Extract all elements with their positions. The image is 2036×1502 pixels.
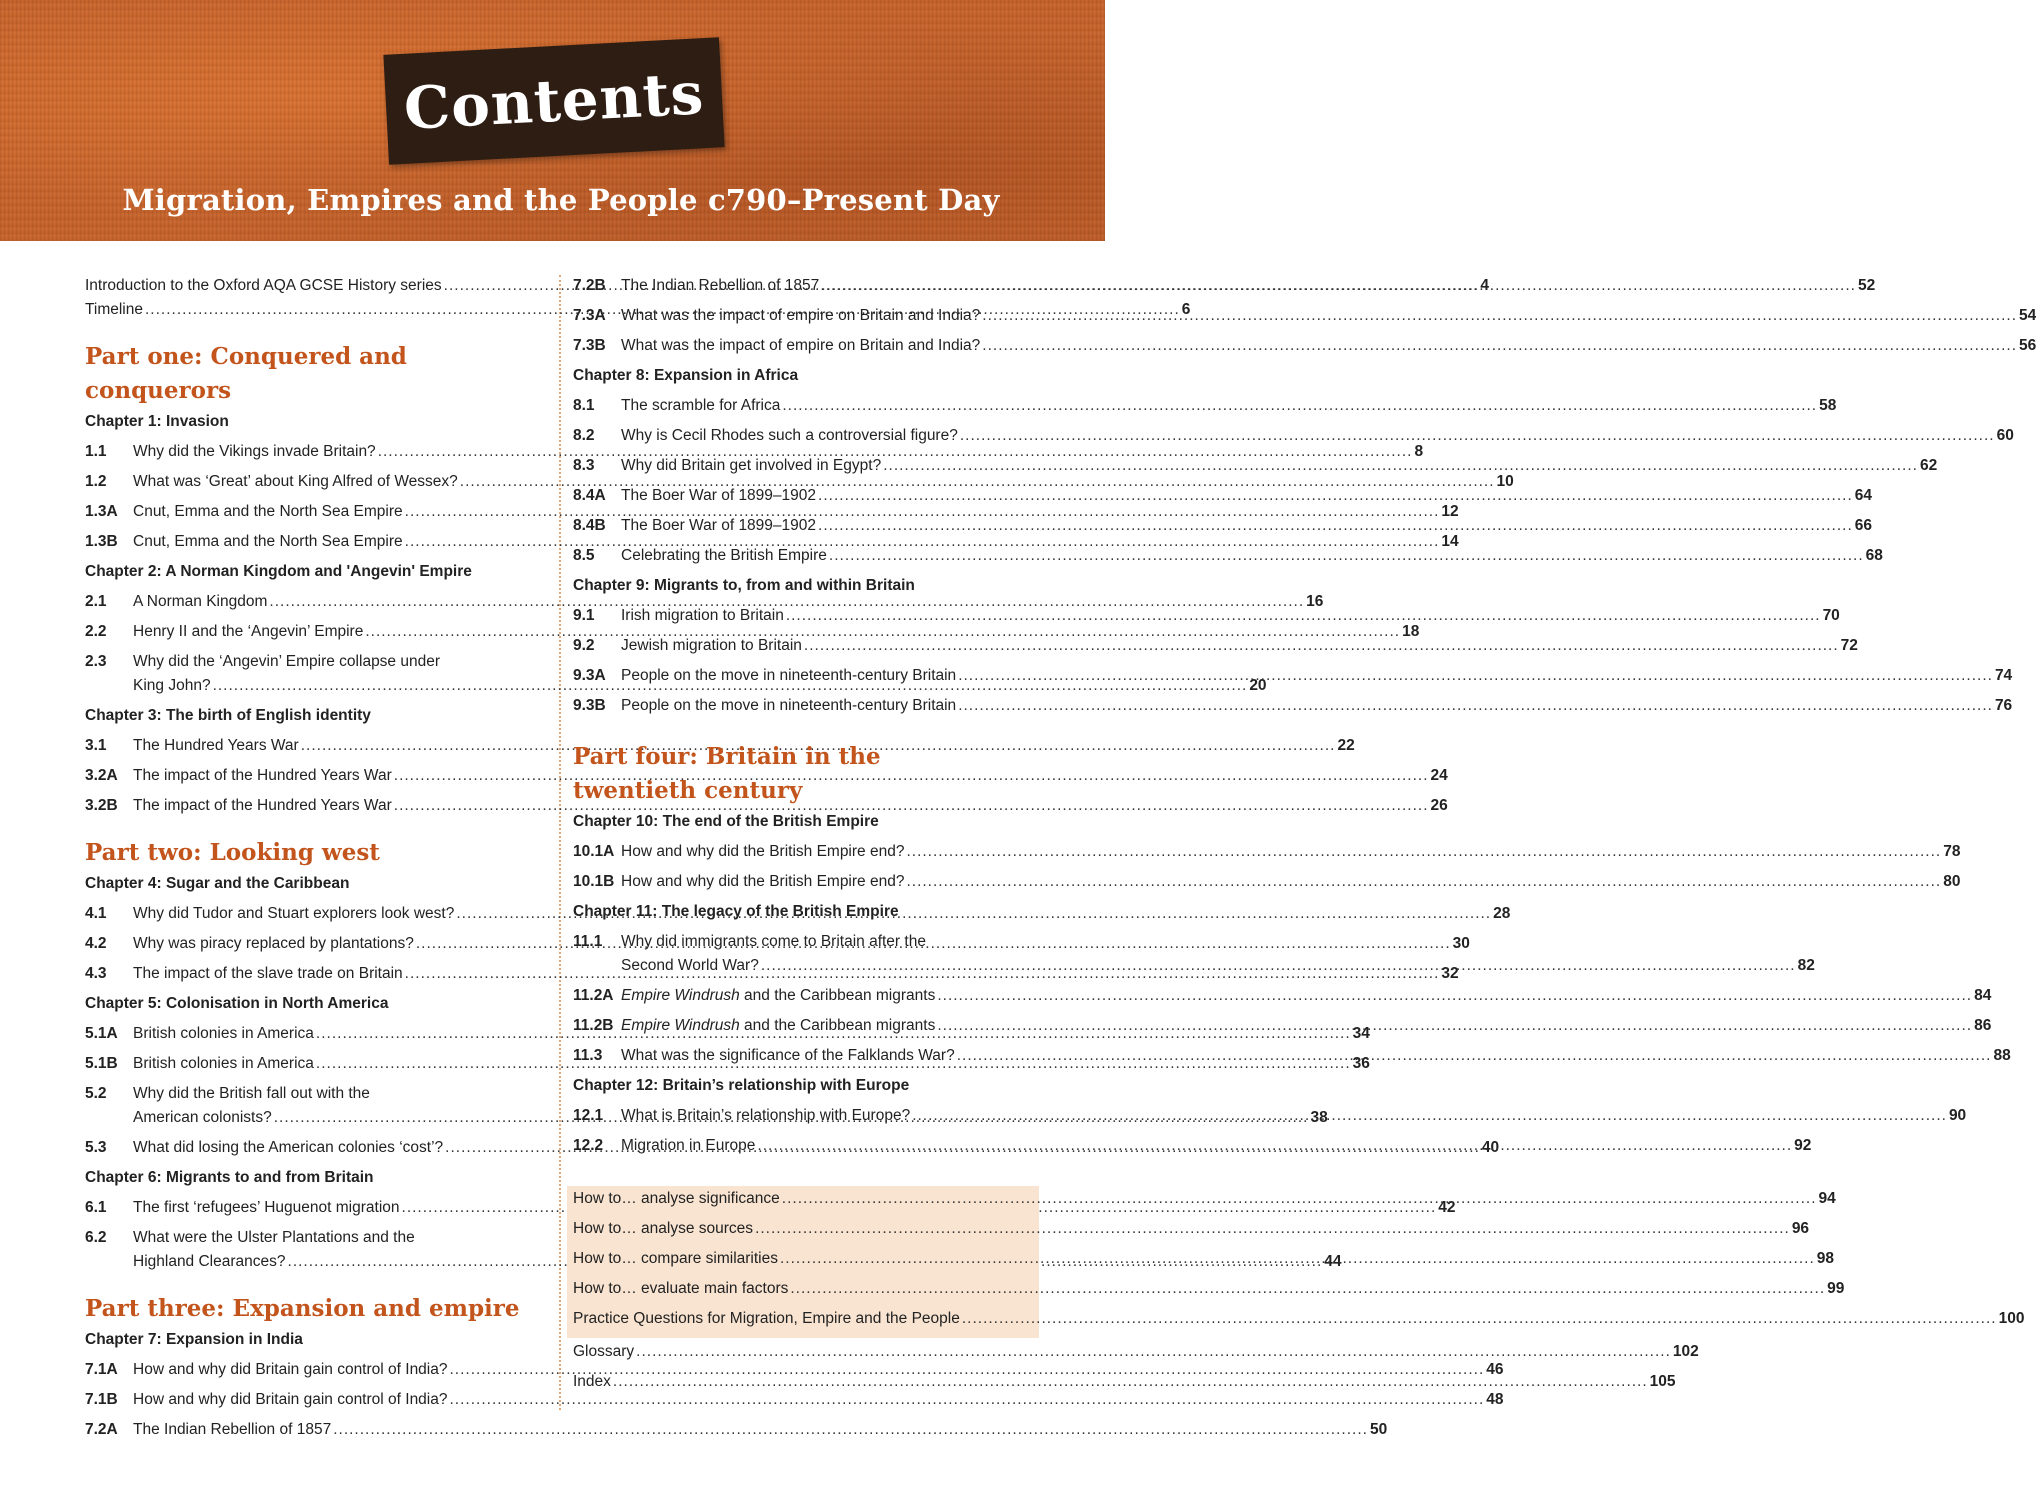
toc-entry[interactable] [85, 590, 1324, 614]
entry-title: How and why did Britain gain control of India? [133, 1361, 448, 1378]
toc-entry[interactable] [85, 1388, 1504, 1412]
entry-title [621, 1014, 935, 1038]
page-number: 28 [1493, 905, 1511, 922]
entry-title: How and why did Britain gain control of India? [133, 1391, 448, 1408]
entry-title: What was the impact of empire on Britain and India? [621, 337, 981, 354]
entry-line [621, 334, 2036, 358]
entry-title: The Indian Rebellion of 1857 [133, 1421, 332, 1438]
page-number: 38 [1310, 1109, 1328, 1126]
entry-number: 7.2B [573, 277, 606, 294]
entry-number: 5.3 [85, 1139, 107, 1156]
chapter-heading: Chapter 12: Britain’s relationship with Europe [573, 1077, 910, 1094]
entry-number: 12.1 [573, 1107, 604, 1124]
part-four-heading-line2: twentieth century [573, 777, 803, 804]
dot-leader [761, 954, 1796, 978]
dot-leader [636, 1340, 1671, 1364]
entry-title: People on the move in nineteenth-century Britain [621, 697, 957, 714]
entry-line [621, 870, 1960, 894]
entry-body [621, 604, 1840, 628]
entry-title: The impact of the slave trade on Britain [133, 965, 403, 982]
dot-leader [818, 514, 1853, 538]
entry-number: 9.3A [573, 667, 606, 684]
chapter-heading: Chapter 7: Expansion in India [85, 1331, 303, 1348]
entry-number: 11.2A [573, 987, 614, 1004]
toc-entry[interactable] [85, 500, 1459, 524]
entry-number: 7.2A [85, 1421, 118, 1438]
chapter-heading: Chapter 5: Colonisation in North America [85, 995, 389, 1012]
line-title: How to… evaluate main factors [573, 1280, 789, 1297]
toc-entry[interactable] [85, 1418, 1388, 1442]
dot-leader [818, 484, 1853, 508]
toc-entry[interactable] [85, 620, 1420, 644]
page-number: 46 [1486, 1361, 1504, 1378]
toc-entry[interactable] [573, 424, 2014, 448]
page-number: 80 [1943, 873, 1961, 890]
skills-line[interactable] [573, 1217, 1810, 1241]
toc-entry[interactable] [573, 394, 1837, 418]
back-matter-line[interactable] [573, 1340, 1699, 1364]
entry-number: 1.3A [85, 503, 118, 520]
entry-number: 2.1 [85, 593, 107, 610]
dot-leader [804, 634, 1839, 658]
back-matter-line[interactable] [573, 1370, 1676, 1394]
dot-leader [883, 454, 1918, 478]
page-number: 44 [1324, 1253, 1342, 1270]
entry-title: What was the impact of empire on Britain and India? [621, 307, 981, 324]
entry-number: 11.2B [573, 1017, 614, 1034]
entry-number: 10.1B [573, 873, 615, 890]
part-four-heading [573, 740, 1033, 808]
dot-leader [782, 1187, 1817, 1211]
chapter-10-list [573, 840, 1961, 894]
entry-number: 10.1A [573, 843, 615, 860]
entry-title: Why did the Vikings invade Britain? [133, 443, 376, 460]
page-number: 14 [1441, 533, 1459, 550]
entry-number: 5.1B [85, 1055, 118, 1072]
page-number: 58 [1819, 397, 1837, 414]
entry-body [621, 394, 1836, 418]
entry-title-line1: Why did the British fall out with the [133, 1085, 370, 1102]
entry-line [621, 1104, 1966, 1128]
entry-title-line1: What were the Ulster Plantations and the [133, 1229, 415, 1246]
header-banner [0, 0, 1105, 241]
chapter-heading: Chapter 1: Invasion [85, 413, 229, 430]
entry-number: 7.3A [573, 307, 606, 324]
entry-title: Cnut, Emma and the North Sea Empire [133, 533, 403, 550]
contents-title-box [383, 37, 724, 164]
entry-title: The Boer War of 1899–1902 [621, 487, 817, 504]
entry-body [621, 840, 1960, 864]
entry-number: 11.3 [573, 1047, 603, 1064]
page-number: 40 [1481, 1139, 1500, 1156]
page-number: 62 [1919, 457, 1938, 474]
dot-leader [821, 274, 1856, 298]
entry-body [621, 664, 2012, 688]
page-number: 22 [1337, 737, 1355, 754]
line-title: How to… analyse significance [573, 1190, 780, 1207]
page-number: 96 [1791, 1220, 1810, 1237]
toc-entry[interactable] [85, 470, 1514, 494]
toc-entry[interactable] [573, 604, 1840, 628]
page-number: 12 [1441, 503, 1459, 520]
page-number: 84 [1974, 987, 1992, 1004]
entry-number: 5.2 [85, 1085, 107, 1102]
toc-entry[interactable] [573, 544, 1883, 568]
page-number: 54 [2019, 307, 2036, 324]
dot-leader [957, 1044, 1992, 1068]
entry-title: What did losing the American colonies ‘cost’? [133, 1139, 444, 1156]
entry-title-italic: Empire Windrush [621, 987, 740, 1004]
skills-line[interactable] [573, 1277, 1845, 1301]
page-number: 56 [2019, 337, 2036, 354]
entry-number: 9.1 [573, 607, 595, 624]
part-four-heading-line1: Part four: Britain in the [573, 743, 881, 770]
dot-leader [982, 304, 2017, 328]
part-one-heading: Part one: Conquered and conquerors [85, 343, 407, 404]
dot-leader [829, 544, 1864, 568]
toc-entry[interactable] [573, 484, 1873, 508]
page-number: 66 [1854, 517, 1873, 534]
page-number: 16 [1306, 593, 1324, 610]
toc-entry[interactable] [573, 870, 1961, 894]
entry-title-cont: American colonists? [133, 1109, 272, 1126]
entry-number: 8.4B [573, 517, 606, 534]
entry-number: 1.2 [85, 473, 107, 490]
toc-entry[interactable] [573, 984, 1992, 1008]
toc-entry[interactable] [573, 334, 2036, 358]
entry-body [621, 694, 2012, 718]
page-number: 68 [1865, 547, 1883, 564]
entry-title: How and why did the British Empire end? [621, 873, 905, 890]
entry-body [621, 930, 1815, 978]
dot-leader [960, 424, 1995, 448]
entry-number: 6.2 [85, 1229, 107, 1246]
page-number: 60 [1996, 427, 2014, 444]
entry-line [621, 634, 1858, 658]
page-number: 82 [1797, 957, 1815, 974]
page-number: 42 [1438, 1199, 1456, 1216]
entry-body [621, 1134, 1811, 1158]
entry-body [621, 454, 1937, 478]
dot-leader [958, 694, 1993, 718]
entry-title: British colonies in America [133, 1055, 314, 1072]
part-two-heading: Part two: Looking west [85, 839, 380, 866]
entry-number: 8.2 [573, 427, 595, 444]
page-number: 52 [1857, 277, 1876, 294]
toc-entry[interactable] [573, 840, 1961, 864]
entry-title: What is Britain’s relationship with Europe? [621, 1107, 911, 1124]
entry-title: Why is Cecil Rhodes such a controversial figure? [621, 427, 958, 444]
entry-body [621, 1044, 2011, 1068]
line-title: Glossary [573, 1343, 635, 1360]
entry-body [621, 984, 1991, 1008]
entry-title: What was ‘Great’ about King Alfred of Wessex? [133, 473, 458, 490]
toc-entry[interactable] [573, 454, 1938, 478]
entry-body [621, 514, 1872, 538]
entry-number: 8.5 [573, 547, 595, 564]
entry-number: 12.2 [573, 1137, 604, 1154]
entry-line [621, 274, 1875, 298]
entry-title: The scramble for Africa [621, 397, 781, 414]
entry-title: The Boer War of 1899–1902 [621, 517, 817, 534]
entry-title: How and why did the British Empire end? [621, 843, 905, 860]
toc-intro-line[interactable]: Introduction to the Oxford AQA GCSE History series ..... 4 [85, 274, 545, 298]
entry-number: 7.1A [85, 1361, 118, 1378]
chapter-heading: Chapter 4: Sugar and the Caribbean [85, 875, 350, 892]
chapter-heading: Chapter 11: The legacy of the British Empire [573, 903, 899, 920]
page-number: 98 [1816, 1250, 1834, 1267]
chapter-heading: Chapter 10: The end of the British Empire [573, 813, 879, 830]
entry-line [621, 544, 1883, 568]
page-number: 24 [1430, 767, 1448, 784]
entry-number: 6.1 [85, 1199, 107, 1216]
entry-number: 3.2A [85, 767, 118, 784]
page-number: 78 [1943, 843, 1961, 860]
entry-body [621, 634, 1858, 658]
entry-title-line2 [621, 954, 1815, 978]
entry-number: 9.2 [573, 637, 595, 654]
entry-body [133, 1418, 1387, 1442]
entry-title: Celebrating the British Empire [621, 547, 827, 564]
page-number: 36 [1352, 1055, 1370, 1072]
entry-number: 4.1 [85, 905, 107, 922]
entry-line [621, 984, 1991, 1008]
page-number: 92 [1794, 1137, 1812, 1154]
entry-body [621, 544, 1883, 568]
entry-title [621, 984, 935, 1008]
entry-number: 2.3 [85, 653, 107, 670]
entry-number: 9.3B [573, 697, 606, 714]
entry-title-rest: and the Caribbean migrants [739, 987, 936, 1004]
line-title: Index [573, 1373, 611, 1390]
entry-number: 3.1 [85, 737, 107, 754]
dot-leader [937, 984, 1972, 1008]
page-number: 76 [1994, 697, 2013, 714]
page-number: 50 [1369, 1421, 1388, 1438]
entry-title: People on the move in nineteenth-century Britain [621, 667, 957, 684]
entry-number: 8.1 [573, 397, 595, 414]
toc-entry[interactable] [573, 304, 2036, 328]
entry-line [621, 604, 1840, 628]
entry-line [621, 664, 2012, 688]
page-number: 74 [1994, 667, 2013, 684]
entry-title: Henry II and the ‘Angevin’ Empire [133, 623, 364, 640]
dot-leader [937, 1014, 1972, 1038]
entry-body [621, 424, 2014, 448]
toc-entry[interactable] [573, 694, 2013, 718]
page-number: 90 [1948, 1107, 1967, 1124]
dot-leader [906, 840, 1941, 864]
page-number: 26 [1430, 797, 1448, 814]
entry-number: 2.2 [85, 623, 107, 640]
page-number: 10 [1496, 473, 1514, 490]
entry-title: Irish migration to Britain [621, 607, 784, 624]
dot-leader [962, 1307, 1997, 1331]
toc-entry[interactable] [85, 530, 1459, 554]
chapter-heading: Chapter 8: Expansion in Africa [573, 367, 799, 384]
dot-leader [782, 394, 1817, 418]
entry-body [621, 484, 1872, 508]
entry-line [621, 394, 1836, 418]
dot-leader [333, 1418, 1368, 1442]
page-number: 64 [1854, 487, 1873, 504]
line-title: How to… analyse sources [573, 1220, 754, 1237]
entry-number: 5.1A [85, 1025, 118, 1042]
entry-title: The Indian Rebellion of 1857 [621, 277, 820, 294]
entry-title: British colonies in America [133, 1025, 314, 1042]
dot-leader [786, 604, 1821, 628]
entry-title: What was the significance of the Falklands War? [621, 1047, 955, 1064]
entry-body [621, 304, 2036, 328]
toc-entry[interactable] [85, 440, 1424, 464]
page-number: 94 [1818, 1190, 1836, 1207]
entry-line [621, 454, 1937, 478]
entry-title: The first ‘refugees’ Huguenot migration [133, 1199, 400, 1216]
entry-title: A Norman Kingdom [133, 593, 268, 610]
page-number: 8 [1414, 443, 1424, 460]
dot-leader [755, 1217, 1790, 1241]
entry-title: The Hundred Years War [133, 737, 299, 754]
entry-line [621, 484, 1872, 508]
page-number: 34 [1352, 1025, 1370, 1042]
entry-title-rest: and the Caribbean migrants [739, 1017, 936, 1034]
entry-number: 1.3B [85, 533, 118, 550]
entry-line [621, 304, 2036, 328]
toc-timeline-line[interactable]: Timeline ..... 6 [85, 298, 545, 322]
entry-title: Why did Tudor and Stuart explorers look west? [133, 905, 455, 922]
toc-entry[interactable] [85, 794, 1448, 818]
dot-leader [757, 1134, 1792, 1158]
entry-line [621, 694, 2012, 718]
entry-line [621, 1134, 1811, 1158]
entry-title-italic: Empire Windrush [621, 1017, 740, 1034]
page-number: 105 [1649, 1373, 1676, 1390]
page-title: Contents [402, 59, 706, 143]
entry-line [621, 1044, 2011, 1068]
page-number: 32 [1441, 965, 1459, 982]
entry-number: 7.3B [573, 337, 606, 354]
entry-line [621, 424, 2014, 448]
entry-title: Jewish migration to Britain [621, 637, 802, 654]
entry-number: 8.4A [573, 487, 606, 504]
dot-leader [912, 1104, 1947, 1128]
page-number: 72 [1840, 637, 1858, 654]
part-three-heading: Part three: Expansion and empire [85, 1295, 520, 1322]
entry-line [621, 514, 1872, 538]
dot-leader [982, 334, 2017, 358]
book-subtitle: Migration, Empires and the People c790–Present Day [122, 183, 1000, 217]
dot-leader [958, 664, 1993, 688]
entry-body [621, 870, 1960, 894]
toc-entry[interactable] [573, 514, 1873, 538]
entry-number: 11.1 [573, 933, 603, 950]
toc-entry[interactable] [573, 634, 1858, 658]
entry-line [621, 1014, 1991, 1038]
entry-body [621, 1104, 1966, 1128]
entry-body [621, 334, 2036, 358]
entry-line [621, 840, 1960, 864]
dot-leader [780, 1247, 1815, 1271]
dot-leader [790, 1277, 1825, 1301]
page-number: 88 [1993, 1047, 2011, 1064]
entry-title-line1: Why did the ‘Angevin’ Empire collapse under [133, 653, 441, 670]
entry-title: Why was piracy replaced by plantations? [133, 935, 414, 952]
chapter-heading: Chapter 9: Migrants to, from and within Britain [573, 577, 915, 594]
line-title: How to… compare similarities [573, 1250, 778, 1267]
entry-title: The impact of the Hundred Years War [133, 767, 392, 784]
page-number: 86 [1974, 1017, 1992, 1034]
page-number: 30 [1452, 935, 1470, 952]
dot-leader [613, 1370, 1648, 1394]
entry-number: 7.1B [85, 1391, 118, 1408]
line-title: Practice Questions for Migration, Empire and the People [573, 1310, 960, 1327]
entry-title: The impact of the Hundred Years War [133, 797, 392, 814]
entry-number: 3.2B [85, 797, 118, 814]
entry-title: Cnut, Emma and the North Sea Empire [133, 503, 403, 520]
entry-number: 1.1 [85, 443, 107, 460]
entry-number: 8.3 [573, 457, 595, 474]
entry-number: 4.3 [85, 965, 107, 982]
chapter-heading: Chapter 2: A Norman Kingdom and 'Angevin' Empire [85, 563, 472, 580]
entry-number: 4.2 [85, 935, 107, 952]
page-number: 20 [1249, 677, 1267, 694]
page-number: 48 [1486, 1391, 1504, 1408]
skills-line[interactable] [573, 1307, 2025, 1331]
page-number: 102 [1672, 1343, 1699, 1360]
entry-title-cont: Second World War? [621, 957, 759, 974]
entry-body [621, 1014, 1991, 1038]
page-number: 18 [1402, 623, 1420, 640]
dot-leader [906, 870, 1941, 894]
page-number: 70 [1822, 607, 1840, 624]
entry-title-cont: King John? [133, 677, 211, 694]
entry-body [621, 274, 1875, 298]
chapter-heading: Chapter 6: Migrants to and from Britain [85, 1169, 374, 1186]
toc-entry[interactable] [85, 764, 1448, 788]
entry-title: Why did Britain get involved in Egypt? [621, 457, 882, 474]
chapter-heading: Chapter 3: The birth of English identity [85, 707, 371, 724]
page-number: 99 [1827, 1280, 1845, 1297]
entry-title: Migration in Europe [621, 1137, 756, 1154]
page-number: 100 [1998, 1310, 2025, 1327]
entry-title-line1: Why did immigrants come to Britain after the [621, 933, 926, 950]
entry-line [133, 1418, 1387, 1442]
entry-title-cont: Highland Clearances? [133, 1253, 286, 1270]
